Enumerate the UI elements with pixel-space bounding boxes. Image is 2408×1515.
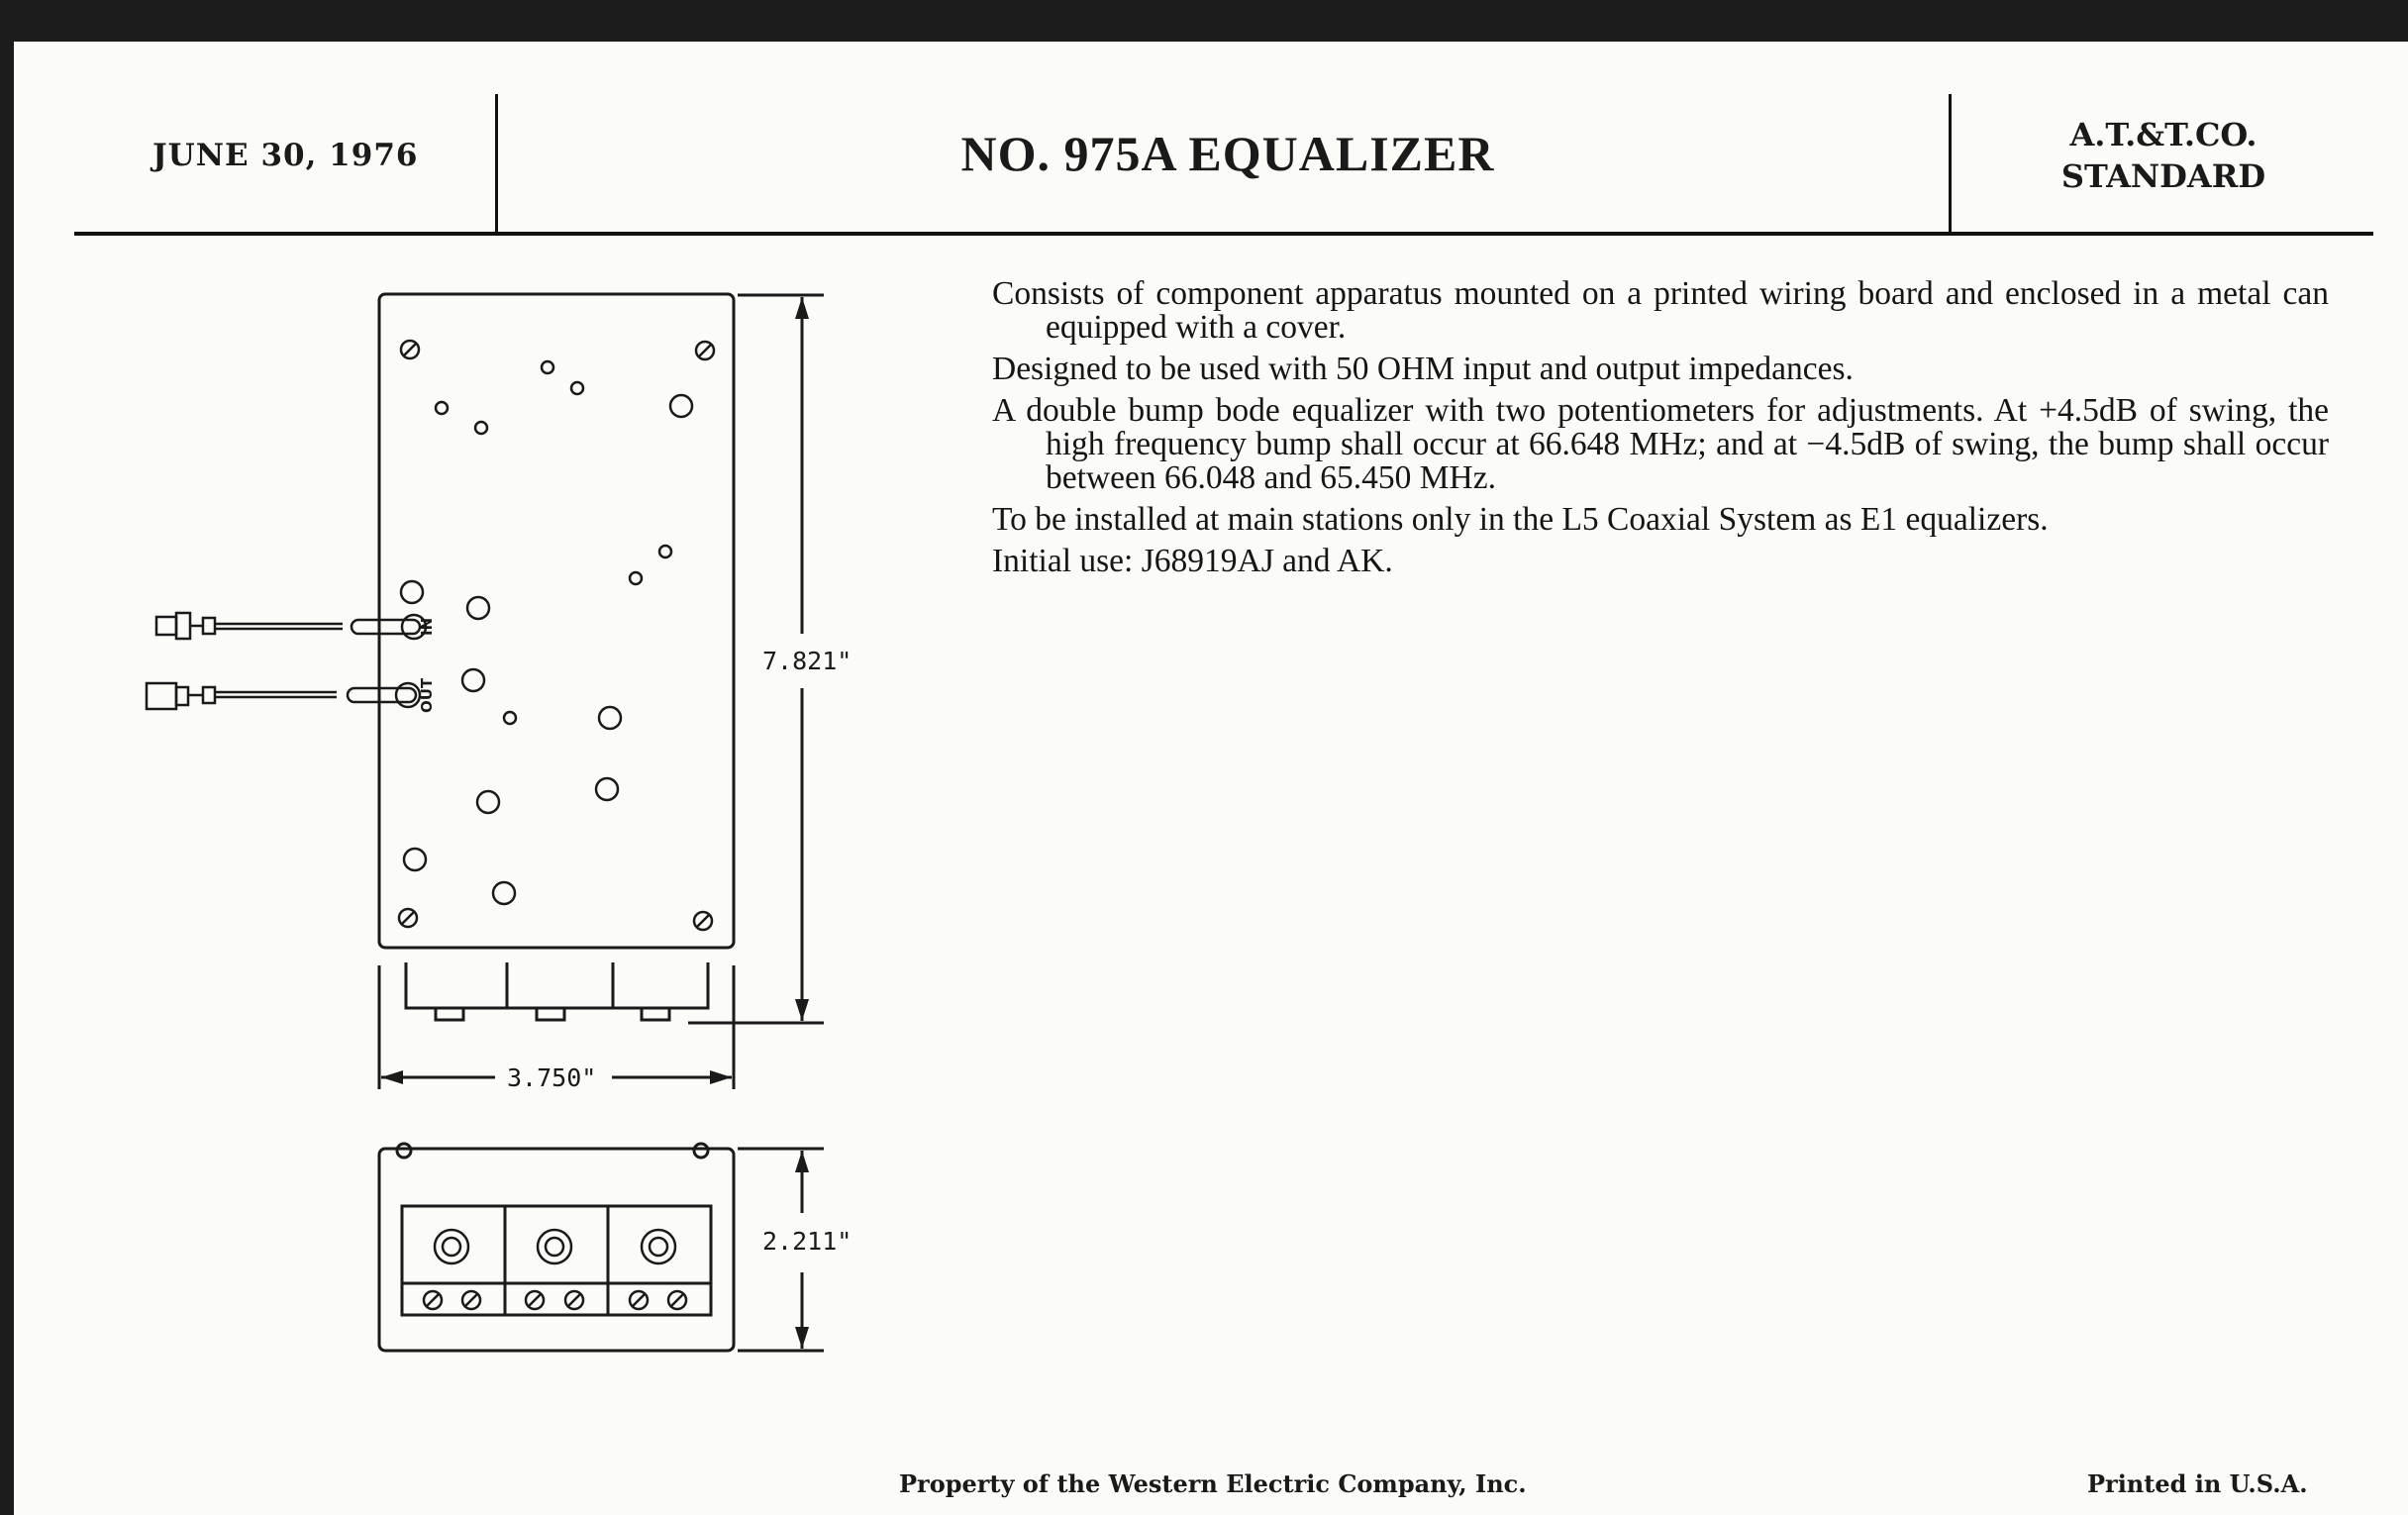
- description-paragraph: To be installed at main stations only in the L5 Coaxial System as E1 equalizers.: [992, 501, 2049, 538]
- width-dimension-label: 3.750": [507, 1063, 597, 1092]
- port-out-label: OUT: [418, 677, 436, 713]
- depth-dimension-label: 2.211": [762, 1227, 853, 1256]
- port-in-label: IN: [418, 617, 436, 636]
- description-paragraph: Initial use: J68919AJ and AK.: [992, 543, 1393, 579]
- description-block: [992, 277, 2329, 586]
- height-dimension-label: 7.821": [762, 647, 853, 675]
- input-cable: [156, 613, 426, 639]
- end-view-body: [379, 1149, 734, 1351]
- standard-line-1: A.T.&T.CO.: [2069, 116, 2258, 153]
- standard-line-2: STANDARD: [2060, 157, 2266, 195]
- footer-printed: Printed in U.S.A.: [2087, 1469, 2308, 1498]
- description-paragraph: Designed to be used with 50 OHM input and output impedances.: [992, 351, 1854, 387]
- connector-block-top-view: [406, 962, 708, 1008]
- header-title: NO. 975A EQUALIZER: [960, 126, 1495, 181]
- end-view-connector-panel: [402, 1206, 711, 1315]
- footer-property: Property of the Western Electric Company, Inc.: [899, 1469, 1527, 1498]
- header-date: JUNE 30, 1976: [152, 138, 419, 173]
- description-paragraph: A double bump bode equalizer with two potentiometers for adjustments. At +4.5dB of swing, the high frequency bump shall occur at 66.648 MHz; and at −4.5dB of swing, the bump shall occur between 66.048 and 65.450 MHz.: [992, 392, 2329, 496]
- description-paragraph: Consists of component apparatus mounted on a printed wiring board and enclosed in a metal can equipped with a cover.: [992, 275, 2329, 346]
